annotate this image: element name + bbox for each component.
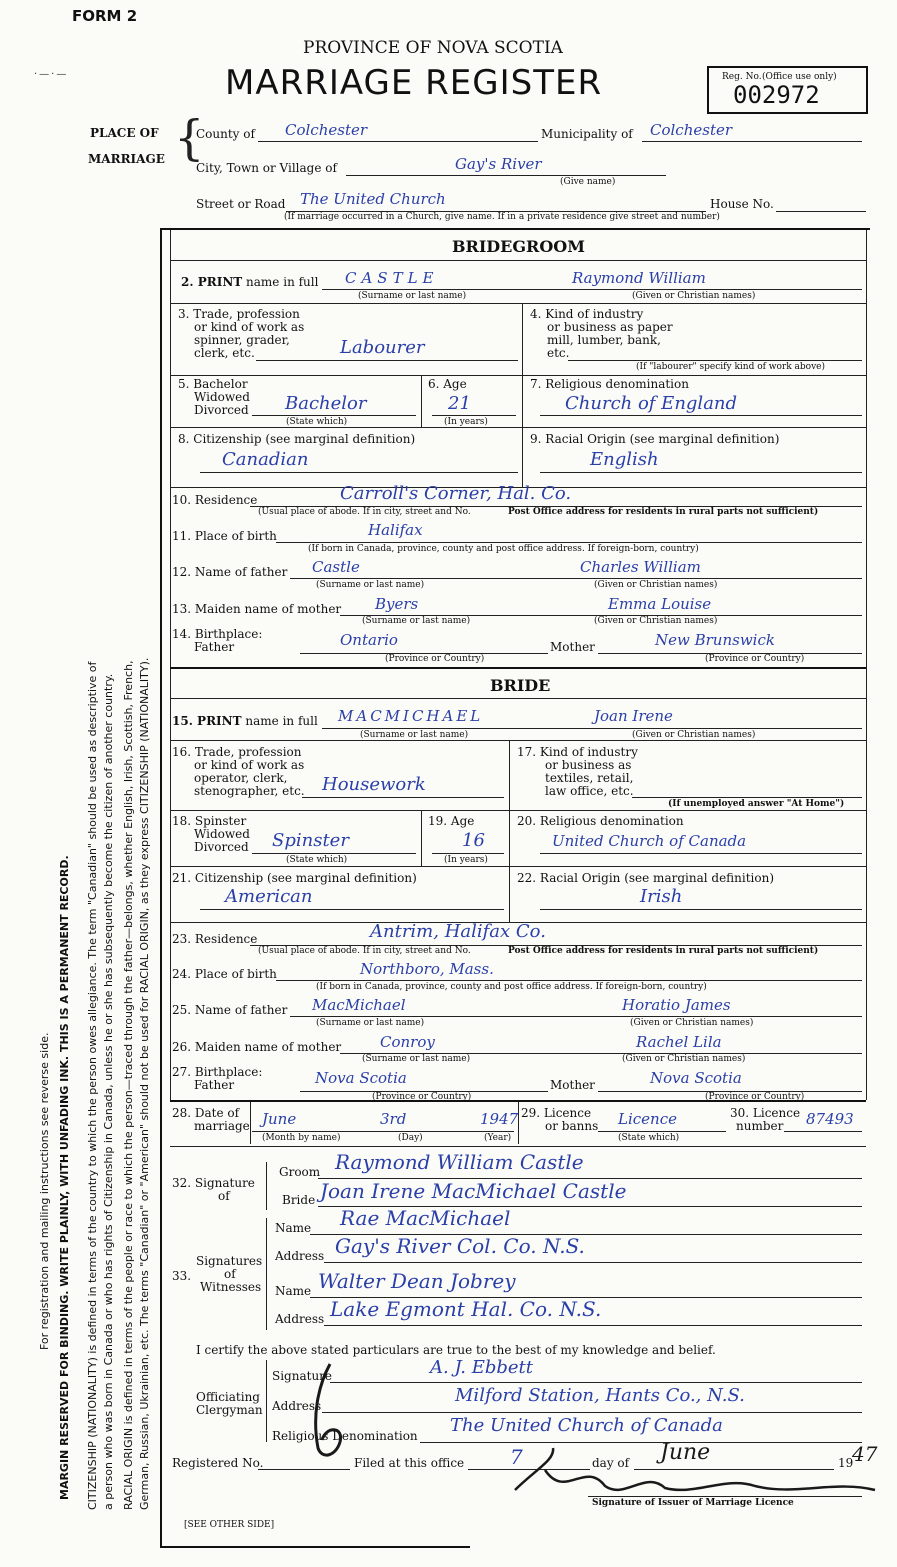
f28-label-b: marriage xyxy=(194,1119,250,1133)
f12-label: 12. Name of father xyxy=(172,565,288,579)
mother-surname-note: (Surname or last name) xyxy=(362,616,471,626)
groom-sign-label: Groom xyxy=(279,1165,321,1179)
witness-label-1: Signatures xyxy=(196,1254,263,1268)
groom-racial-origin: English xyxy=(590,449,659,470)
page-title: MARRIAGE REGISTER xyxy=(225,63,603,103)
groom-mother-label: Mother xyxy=(550,640,595,654)
clergy-signature-label: Signature xyxy=(272,1369,333,1383)
f17-label-3: textiles, retail, xyxy=(545,771,634,785)
licence-state-note: (State which) xyxy=(618,1133,680,1143)
f4-label-4: etc. xyxy=(547,346,570,360)
margin-citizenship-1: CITIZENSHIP (NATIONALITY) is defined in terms of the country to which the person owes allegiance. The term "Canadian" should be used as descriptive of xyxy=(86,661,99,1510)
groom-father-province-note: (Province or Country) xyxy=(385,654,485,664)
f3-label-1: 3. Trade, profession xyxy=(178,307,300,321)
certify-text: I certify the above stated particulars are true to the best of my knowledge and belief. xyxy=(196,1343,716,1357)
f19-label: 19. Age xyxy=(428,814,475,828)
clergy-address: Milford Station, Hants Co., N.S. xyxy=(455,1385,745,1406)
marriage-month: June xyxy=(262,1110,297,1128)
birthplace-note: (If born in Canada, province, county and post office address. If foreign-born, country) xyxy=(308,544,699,554)
city-label: City, Town or Village of xyxy=(196,161,337,175)
groom-father-given: Charles William xyxy=(580,558,701,576)
witness1-name-label: Name xyxy=(275,1221,312,1235)
margin-binding-note: MARGIN RESERVED FOR BINDING. WRITE PLAINLY, WITH UNFADING INK. THIS IS A PERMANENT RECORD. xyxy=(58,855,71,1500)
f14-label-a: 14. Birthplace: xyxy=(172,627,263,641)
bride-birthplace-note: (If born in Canada, province, county and post office address. If foreign-born, country) xyxy=(316,982,707,992)
clergy-address-label: Address xyxy=(272,1399,322,1413)
groom-status: Bachelor xyxy=(285,393,367,414)
bride-mother-label: Mother xyxy=(550,1078,595,1092)
margin-instructions: For registration and mailing instructions see reverse side. xyxy=(38,1032,51,1350)
f8-label: 8. Citizenship (see marginal definition) xyxy=(178,432,416,446)
bride-birthplace: Northboro, Mass. xyxy=(360,960,494,978)
f25-label: 25. Name of father xyxy=(172,1003,288,1017)
bridegroom-heading: BRIDEGROOM xyxy=(452,237,585,256)
place-brace: { xyxy=(174,110,205,166)
f13-label: 13. Maiden name of mother xyxy=(172,602,342,616)
margin-racial-1: RACIAL ORIGIN is defined in terms of the people or race to which the person—traced through the father—belongs, whether English, Irish, Scottish, French, xyxy=(122,660,135,1510)
bride-age: 16 xyxy=(462,830,485,851)
f29-label-b: or banns xyxy=(545,1119,599,1133)
f5-label-1: 5. Bachelor xyxy=(178,377,248,391)
f2-label: 2. PRINT name in full xyxy=(181,275,319,289)
marriage-day: 3rd xyxy=(380,1110,407,1128)
day-note: (Day) xyxy=(398,1133,423,1143)
f23-label: 23. Residence xyxy=(172,932,258,946)
witness2-name-label: Name xyxy=(275,1284,312,1298)
f20-label: 20. Religious denomination xyxy=(517,814,684,828)
groom-trade: Labourer xyxy=(340,337,425,358)
filed-year-suffix: 47 xyxy=(852,1442,878,1466)
f3-label-3: spinner, grader, xyxy=(194,333,290,347)
bride-state-which-note: (State which) xyxy=(286,855,348,865)
county-label: County of xyxy=(196,127,255,141)
groom-birthplace: Halifax xyxy=(368,521,423,539)
bride-mother-given-note: (Given or Christian names) xyxy=(622,1054,746,1064)
clergy-denomination-label: Religious Denomination xyxy=(272,1429,418,1443)
bride-surname: MACMICHAEL xyxy=(338,707,484,725)
groom-mother-surname: Byers xyxy=(375,595,419,613)
f22-label: 22. Racial Origin (see marginal definition) xyxy=(517,871,775,885)
in-years-note: (In years) xyxy=(444,417,488,427)
bride-heading: BRIDE xyxy=(490,676,551,695)
groom-mother-birthplace: New Brunswick xyxy=(655,631,775,649)
year-note: (Year) xyxy=(484,1133,512,1143)
f24-label: 24. Place of birth xyxy=(172,967,277,981)
reg-no-label: Reg. No. xyxy=(722,72,762,82)
groom-mother-province-note: (Province or Country) xyxy=(705,654,805,664)
f17-label-2: or business as xyxy=(545,758,632,772)
f27-label-a: 27. Birthplace: xyxy=(172,1065,263,1079)
office-use-label: (Office use only) xyxy=(762,72,837,82)
state-which-note: (State which) xyxy=(286,417,348,427)
unemployed-note: (If unemployed answer "At Home") xyxy=(668,799,845,809)
day-of-label: day of xyxy=(592,1456,630,1470)
bride-father-surname-note: (Surname or last name) xyxy=(316,1018,425,1028)
mother-given-note: (Given or Christian names) xyxy=(594,616,718,626)
f17-label-4: law office, etc. xyxy=(545,784,634,798)
f18-label-1: 18. Spinster xyxy=(172,814,247,828)
groom-signature: Raymond William Castle xyxy=(335,1150,584,1174)
witness1-name: Rae MacMichael xyxy=(340,1206,511,1230)
f9-label: 9. Racial Origin (see marginal definition) xyxy=(530,432,780,446)
bride-residence-note-a: (Usual place of abode. If in city, street and No. xyxy=(258,946,471,956)
witness2-name: Walter Dean Jobrey xyxy=(318,1269,516,1293)
groom-religion: Church of England xyxy=(565,393,738,414)
witness-label-2: of xyxy=(224,1267,236,1281)
province-heading: PROVINCE OF NOVA SCOTIA xyxy=(303,38,563,58)
f15-label: 15. PRINT name in full xyxy=(172,714,318,728)
municipality-value: Colchester xyxy=(650,121,733,139)
issuer-signature-label: Signature of Issuer of Marriage Licence xyxy=(592,1498,794,1508)
reg-no: 002972 xyxy=(733,81,820,109)
groom-mother-given: Emma Louise xyxy=(608,595,712,613)
groom-given: Raymond William xyxy=(572,269,706,287)
bride-residence: Antrim, Halifax Co. xyxy=(370,921,546,942)
see-other-side: [SEE OTHER SIDE] xyxy=(184,1520,275,1530)
f30-label-a: 30. Licence xyxy=(730,1106,801,1120)
f21-label: 21. Citizenship (see marginal definition) xyxy=(172,871,417,885)
groom-father-birthplace: Ontario xyxy=(340,631,398,649)
bride-given-note: (Given or Christian names) xyxy=(632,730,756,740)
f33-label: 33. xyxy=(172,1269,192,1283)
bride-mother-province-note: (Province or Country) xyxy=(705,1092,805,1102)
bride-racial-origin: Irish xyxy=(640,886,683,907)
father-given-note: (Given or Christian names) xyxy=(594,580,718,590)
place-of-label: PLACE OF xyxy=(90,126,159,140)
marriage-year: 1947 xyxy=(480,1110,519,1128)
f7-label: 7. Religious denomination xyxy=(530,377,689,391)
bride-signature: Joan Irene MacMichael Castle xyxy=(320,1179,627,1203)
bride-religion: United Church of Canada xyxy=(552,832,747,850)
bride-father-birthplace: Nova Scotia xyxy=(315,1069,407,1087)
f18-label-3: Divorced xyxy=(194,840,249,854)
f3-label-4: clerk, etc. xyxy=(194,346,255,360)
bride-father-given: Horatio James xyxy=(622,996,731,1014)
residence-note-a: (Usual place of abode. If in city, street and No. xyxy=(258,507,471,517)
f27-label-b: Father xyxy=(194,1078,235,1092)
filed-year-prefix: 19 xyxy=(838,1456,854,1470)
witness1-address-label: Address xyxy=(275,1249,325,1263)
form-label: FORM 2 xyxy=(72,7,138,25)
margin-citizenship-2: a person who was born in Canada or who has rights of Citizenship in Canada, unless he or she has subsequently become the citizen of another country. xyxy=(102,673,115,1510)
clergy-label-1: Officiating xyxy=(196,1390,260,1404)
filed-label: Filed at this office xyxy=(354,1456,465,1470)
f16-label-4: stenographer, etc. xyxy=(194,784,305,798)
clergy-denomination: The United Church of Canada xyxy=(450,1415,723,1436)
given-note: (Given or Christian names) xyxy=(632,291,756,301)
f5-label-2: Widowed xyxy=(194,390,250,404)
f17-label-1: 17. Kind of industry xyxy=(517,745,638,759)
filed-month: June xyxy=(660,1440,711,1465)
bride-trade: Housework xyxy=(322,774,426,795)
bride-residence-note-b: Post Office address for residents in rural parts not sufficient) xyxy=(508,946,819,956)
bride-citizenship: American xyxy=(225,886,313,907)
f29-label-a: 29. Licence xyxy=(521,1106,592,1120)
give-name-note: (Give name) xyxy=(560,177,616,187)
f3-label-2: or kind of work as xyxy=(194,320,305,334)
city-value: Gay's River xyxy=(455,155,542,173)
registered-no-label: Registered No. xyxy=(172,1456,264,1470)
groom-surname: CASTLE xyxy=(345,269,439,287)
bride-in-years-note: (In years) xyxy=(444,855,488,865)
groom-citizenship: Canadian xyxy=(222,449,309,470)
groom-father-surname: Castle xyxy=(312,558,360,576)
bride-father-given-note: (Given or Christian names) xyxy=(630,1018,754,1028)
licence-number: 87493 xyxy=(806,1110,854,1128)
clergy-signature: A. J. Ebbett xyxy=(430,1357,534,1378)
father-surname-note: (Surname or last name) xyxy=(316,580,425,590)
labourer-note: (If "labourer" specify kind of work above) xyxy=(636,362,826,372)
witness1-address: Gay's River Col. Co. N.S. xyxy=(335,1234,585,1258)
groom-residence: Carroll's Corner, Hal. Co. xyxy=(340,483,572,504)
house-no-label: House No. xyxy=(710,197,774,211)
bride-surname-note: (Surname or last name) xyxy=(360,730,469,740)
bride-father-surname: MacMichael xyxy=(312,996,406,1014)
f32-label-b: of xyxy=(218,1189,230,1203)
f14-label-b: Father xyxy=(194,640,235,654)
bride-given: Joan Irene xyxy=(594,707,673,725)
f4-label-1: 4. Kind of industry xyxy=(530,307,644,321)
bride-status: Spinster xyxy=(272,830,349,851)
f6-label: 6. Age xyxy=(428,377,467,391)
witness2-address: Lake Egmont Hal. Co. N.S. xyxy=(330,1297,602,1321)
punch-mark: ·—·— xyxy=(34,69,69,80)
place-note: (If marriage occurred in a Church, give name. If in a private residence give street and number) xyxy=(284,212,720,222)
margin-racial-2: German, Russian, Ukrainian, etc. The terms "Canadian" or "American" should not be used for RACIAL ORIGIN, as they express CITIZENSHIP (NATIONALITY). xyxy=(138,657,151,1510)
f4-label-2: or business as paper xyxy=(547,320,673,334)
f11-label: 11. Place of birth xyxy=(172,529,277,543)
f16-label-3: operator, clerk, xyxy=(194,771,288,785)
street-label: Street or Road xyxy=(196,197,286,211)
f32-label-a: 32. Signature xyxy=(172,1176,255,1190)
f18-label-2: Widowed xyxy=(194,827,250,841)
registrar-mark xyxy=(300,1356,356,1466)
witness2-address-label: Address xyxy=(275,1312,325,1326)
bride-mother-surname-note: (Surname or last name) xyxy=(362,1054,471,1064)
marriage-label: MARRIAGE xyxy=(88,152,165,166)
month-note: (Month by name) xyxy=(262,1133,341,1143)
bride-sign-label: Bride xyxy=(282,1193,316,1207)
f26-label: 26. Maiden name of mother xyxy=(172,1040,342,1054)
f16-label-1: 16. Trade, profession xyxy=(172,745,302,759)
clergy-label-2: Clergyman xyxy=(196,1403,263,1417)
filed-day: 7 xyxy=(510,1445,523,1469)
municipality-label: Municipality of xyxy=(541,127,633,141)
street-value: The United Church xyxy=(300,190,446,208)
surname-note: (Surname or last name) xyxy=(358,291,467,301)
witness-label-3: Witnesses xyxy=(200,1280,262,1294)
f10-label: 10. Residence xyxy=(172,493,258,507)
bride-mother-surname: Conroy xyxy=(380,1033,435,1051)
groom-age: 21 xyxy=(448,393,471,414)
f30-label-b: number xyxy=(736,1119,784,1133)
licence-type: Licence xyxy=(618,1110,677,1128)
f16-label-2: or kind of work as xyxy=(194,758,305,772)
f4-label-3: mill, lumber, bank, xyxy=(547,333,661,347)
residence-note-b: Post Office address for residents in rural parts not sufficient) xyxy=(508,507,819,517)
bride-mother-birthplace: Nova Scotia xyxy=(650,1069,742,1087)
county-value: Colchester xyxy=(285,121,368,139)
bride-mother-given: Rachel Lila xyxy=(636,1033,722,1051)
f28-label-a: 28. Date of xyxy=(172,1106,240,1120)
bride-father-province-note: (Province or Country) xyxy=(372,1092,472,1102)
f5-label-3: Divorced xyxy=(194,403,249,417)
